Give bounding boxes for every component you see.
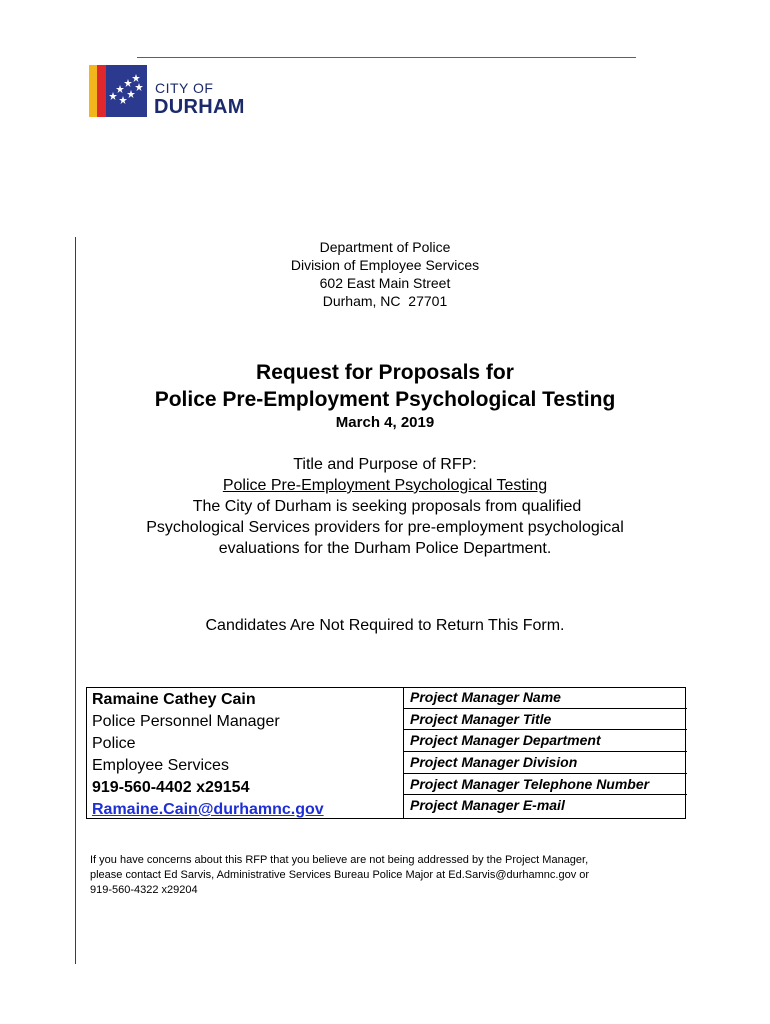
- logo-city-of-text: CITY OF: [155, 80, 214, 96]
- pm-phone-label: Project Manager Telephone Number: [404, 774, 687, 796]
- document-date: March 4, 2019: [335, 414, 435, 431]
- return-form-notice: Candidates Are Not Required to Return This Form.: [205, 617, 565, 634]
- division-name: Division of Employee Services: [290, 257, 480, 273]
- city-state-zip: Durham, NC 27701: [322, 293, 448, 309]
- department-address-block: [0, 238, 770, 310]
- logo-red-stripe: [97, 65, 106, 117]
- document-title: [0, 359, 770, 413]
- pm-division-value: Employee Services: [92, 757, 229, 774]
- title-line-1: Request for Proposals for: [256, 361, 514, 384]
- project-manager-labels: [403, 687, 687, 819]
- concerns-line-1: If you have concerns about this RFP that you believe are not being addressed by the Project Manager,: [90, 854, 589, 866]
- project-manager-table: [86, 687, 686, 819]
- purpose-description-line-2: Psychological Services providers for pre-employment psychological: [146, 519, 624, 536]
- concerns-contact-note: [90, 853, 680, 898]
- purpose-heading: Title and Purpose of RFP:: [293, 456, 477, 473]
- pm-title-value: Police Personnel Manager: [92, 713, 280, 730]
- pm-phone-value: 919-560-4402 x29154: [92, 779, 250, 796]
- logo-yellow-stripe: [89, 65, 97, 117]
- project-manager-values: [92, 689, 392, 821]
- street-address: 602 East Main Street: [319, 275, 451, 291]
- pm-name-value: Ramaine Cathey Cain: [92, 691, 256, 708]
- logo-stars-icon: [106, 65, 147, 117]
- concerns-line-3: 919-560-4322 x29204: [90, 884, 198, 896]
- purpose-description-line-3: evaluations for the Durham Police Department.: [218, 540, 552, 557]
- logo-durham-text: DURHAM: [154, 96, 245, 118]
- department-name: Department of Police: [319, 239, 451, 255]
- city-of-durham-logo: [89, 65, 269, 117]
- pm-email-link[interactable]: Ramaine.Cain@durhamnc.gov: [92, 801, 324, 818]
- pm-department-value: Police: [92, 735, 136, 752]
- pm-name-label: Project Manager Name: [404, 687, 687, 709]
- concerns-line-2: please contact Ed Sarvis, Administrative Services Bureau Police Major at Ed.Sarvis@durhamnc.gov or: [90, 869, 590, 881]
- pm-email-label: Project Manager E-mail: [410, 797, 565, 814]
- purpose-description-line-1: The City of Durham is seeking proposals from qualified: [192, 498, 582, 515]
- title-line-2: Police Pre-Employment Psychological Testing: [154, 388, 616, 411]
- pm-title-label: Project Manager Title: [404, 709, 687, 731]
- header-divider: [137, 57, 636, 58]
- pm-department-label: Project Manager Department: [404, 730, 687, 752]
- rfp-name: Police Pre-Employment Psychological Testing: [222, 477, 548, 494]
- pm-division-label: Project Manager Division: [404, 752, 687, 774]
- rfp-purpose-section: [0, 454, 770, 559]
- left-margin-rule: [75, 237, 76, 964]
